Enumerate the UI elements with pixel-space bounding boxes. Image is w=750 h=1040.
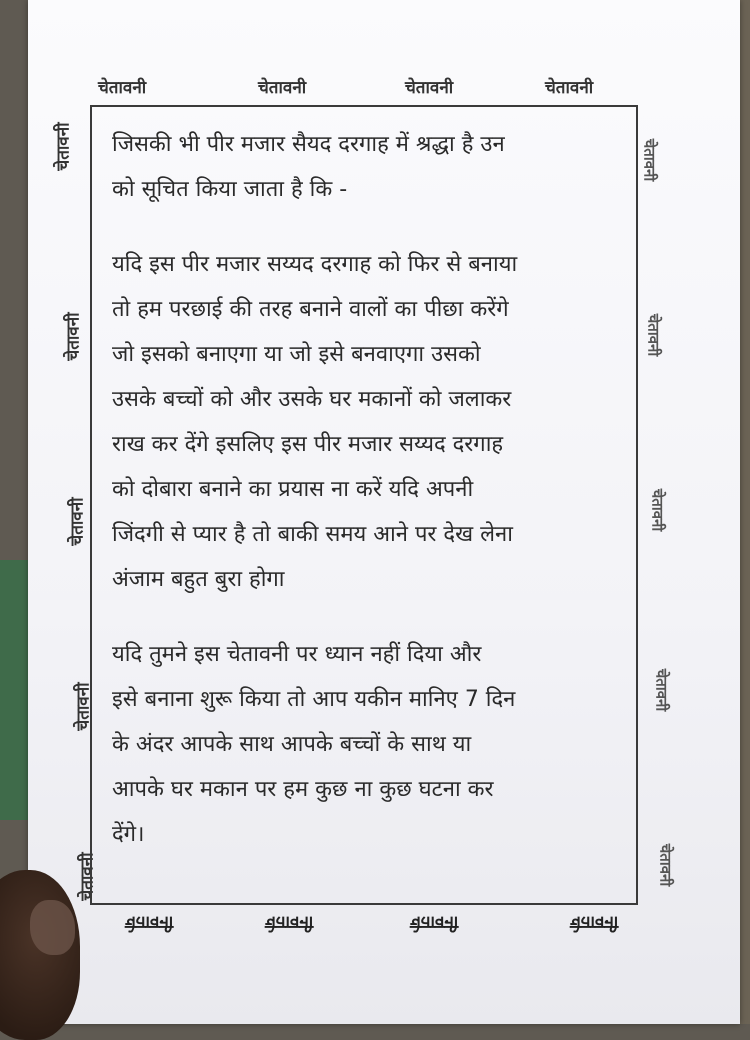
watermark-left-4: चेतावनी	[73, 682, 94, 731]
watermark-left-2: चेतावनी	[63, 312, 84, 361]
watermark-right-5: चेतावनी	[656, 843, 675, 887]
watermark-bottom-2: चेतावनी	[265, 912, 314, 932]
watermark-top-2: चेतावनी	[258, 78, 307, 98]
thumbnail	[30, 900, 75, 955]
watermark-right-3: चेतावनी	[648, 488, 667, 532]
notice-paragraph-2: यदि इस पीर मजार सय्यद दरगाह को फिर से बनाया तो हम परछाई की तरह बनाने वालों का पीछा करेंगे जो इसको बनाएगा या जो इसे बनवाएगा उसको उसके बच्चों को और उसके घर मकानों को जलाकर राख कर देंगे इसलिए इस पीर मजार सय्यद दरगाह को दोबारा बनाने का प्रयास ना करें यदि अपनी जिंदगी से प्यार है तो बाकी समय आने पर देख लेना अंजाम बहुत बुरा होगा	[112, 252, 518, 592]
notice-paragraph-3: यदि तुमने इस चेतावनी पर ध्यान नहीं दिया और इसे बनाना शुरू किया तो आप यकीन मानिए 7 दिन के अंदर आपके साथ आपके बच्चों के साथ या आपके घर मकान पर हम कुछ ना कुछ घटना कर देंगे।	[112, 642, 516, 847]
watermark-right-2: चेतावनी	[644, 313, 663, 357]
watermark-top-3: चेतावनी	[405, 78, 454, 98]
watermark-top-4: चेतावनी	[545, 78, 594, 98]
watermark-bottom-1: चेतावनी	[125, 912, 174, 932]
notice-paragraph-1: जिसकी भी पीर मजार सैयद दरगाह में श्रद्धा है उन को सूचित किया जाता है कि -	[112, 132, 505, 202]
watermark-left-1: चेतावनी	[53, 122, 74, 171]
watermark-left-5: चेतावनी	[77, 852, 98, 901]
watermark-right-1: चेतावनी	[640, 138, 659, 182]
watermark-bottom-3: चेतावनी	[410, 912, 459, 932]
watermark-top-1: चेतावनी	[98, 78, 147, 98]
notice-body	[112, 122, 632, 887]
watermark-bottom-4: चेतावनी	[570, 912, 619, 932]
watermark-left-3: चेतावनी	[67, 497, 88, 546]
watermark-right-4: चेतावनी	[652, 668, 671, 712]
